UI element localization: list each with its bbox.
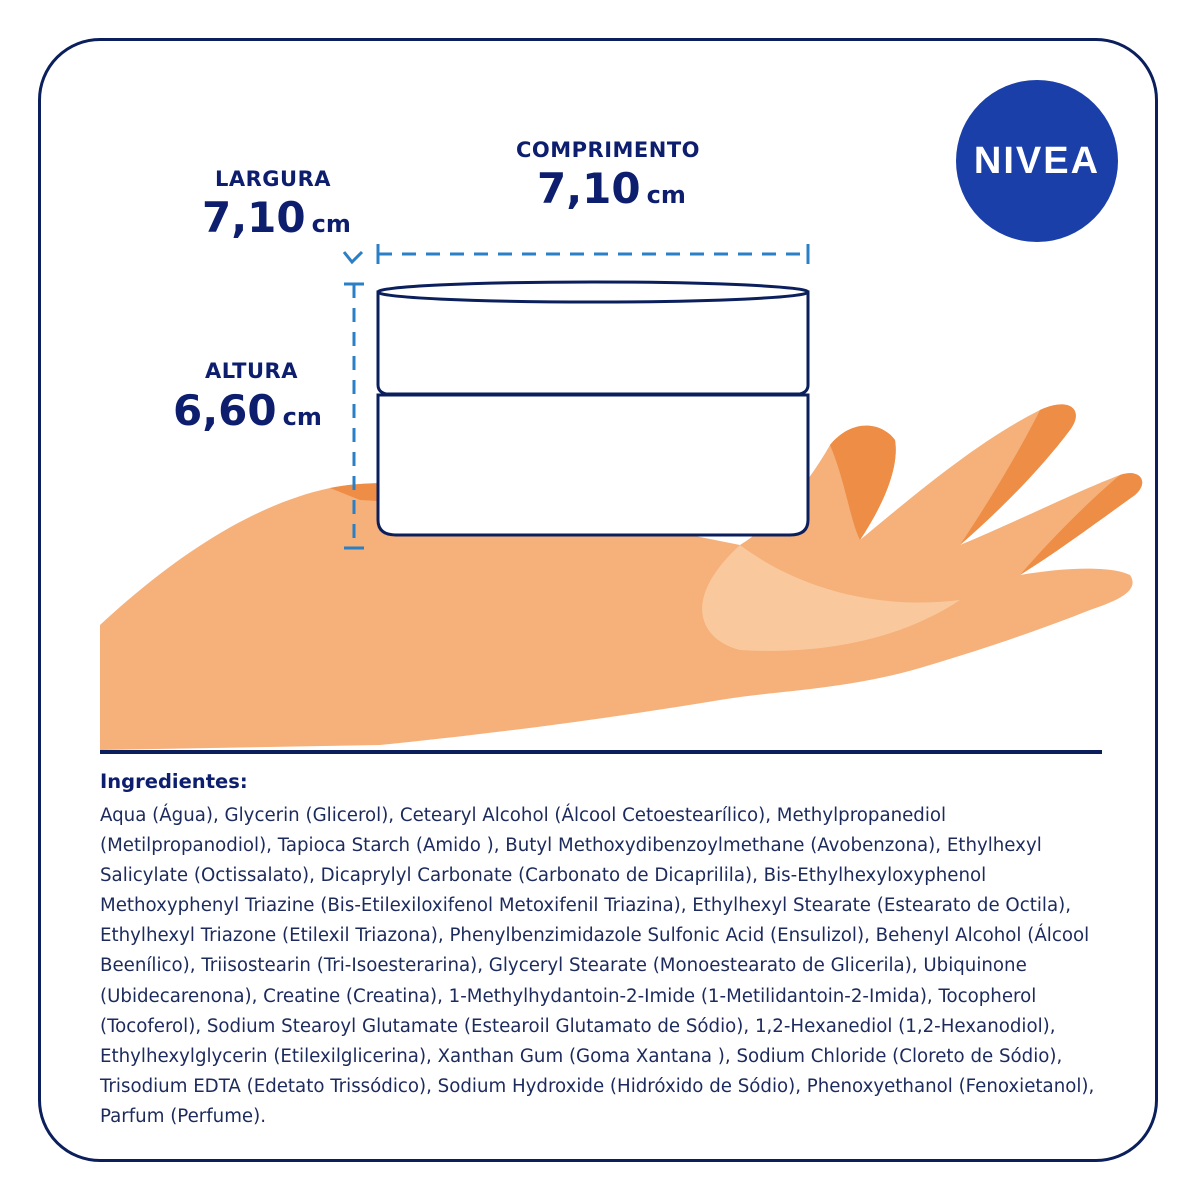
altura-value [173, 386, 322, 435]
altura-unit: cm [282, 403, 322, 431]
largura-unit: cm [311, 210, 351, 238]
comprimento-number: 7,10 [537, 164, 641, 213]
ingredients-list: Aqua (Água), Glycerin (Glicerol), Cetearyl Alcohol (Álcool Cetoestearílico), Methylpropanediol (Metilpropanodiol), Tapioca Starch (Amido ), Butyl Methoxydibenzoylmethane (Avobenzona), Ethylhexyl Salicylate (Octissalato), Dicaprylyl Carbonate (Carbonato de Dicaprilila), Bis-Ethylhexyloxyphenol Methoxyphenyl Triazine (Bis-Etilexiloxifenol Metoxifenil Triazina), Ethylhexyl Stearate (Estearato de Octila), Ethylhexyl Triazone (Etilexil Triazona), Phenylbenzimidazole Sulfonic Acid (Ensulizol), Behenyl Alcohol (Álcool Beenílico), Triisostearin (Tri-Isoesterarina), Glyceryl Stearate (Monoestearato de Glicerila), Ubiquinone (Ubidecarenona), Creatine (Creatina), 1-Methylhydantoin-2-Imide (1-Metilidantoin-2-Imida), Tocopherol (Tocoferol), Sodium Stearoyl Glutamate (Estearoil Glutamato de Sódio), 1,2-Hexanediol (1,2-Hexanodiol), Ethylhexylglycerin (Etilexilglicerina), Xanthan Gum (Goma Xantana ), Sodium Chloride (Cloreto de Sódio), Trisodium EDTA (Edetato Trissódico), Sodium Hydroxide (Hidróxido de Sódio), Phenoxyethanol (Fenoxietanol), Parfum (Perfume). [100, 805, 1095, 1127]
comprimento-label: COMPRIMENTO [516, 138, 701, 162]
ingredients-title: Ingredientes: [100, 770, 248, 793]
nivea-logo-text: NIVEA [973, 139, 1101, 182]
altura-number: 6,60 [173, 386, 277, 435]
comprimento-unit: cm [646, 181, 686, 209]
largura-label: LARGURA [215, 167, 332, 191]
largura-value [202, 193, 351, 242]
section-divider [100, 750, 1102, 754]
nivea-logo [956, 80, 1118, 242]
altura-label: ALTURA [205, 359, 298, 383]
jar-illustration [378, 282, 808, 535]
comprimento-value [537, 164, 686, 213]
largura-number: 7,10 [202, 193, 306, 242]
